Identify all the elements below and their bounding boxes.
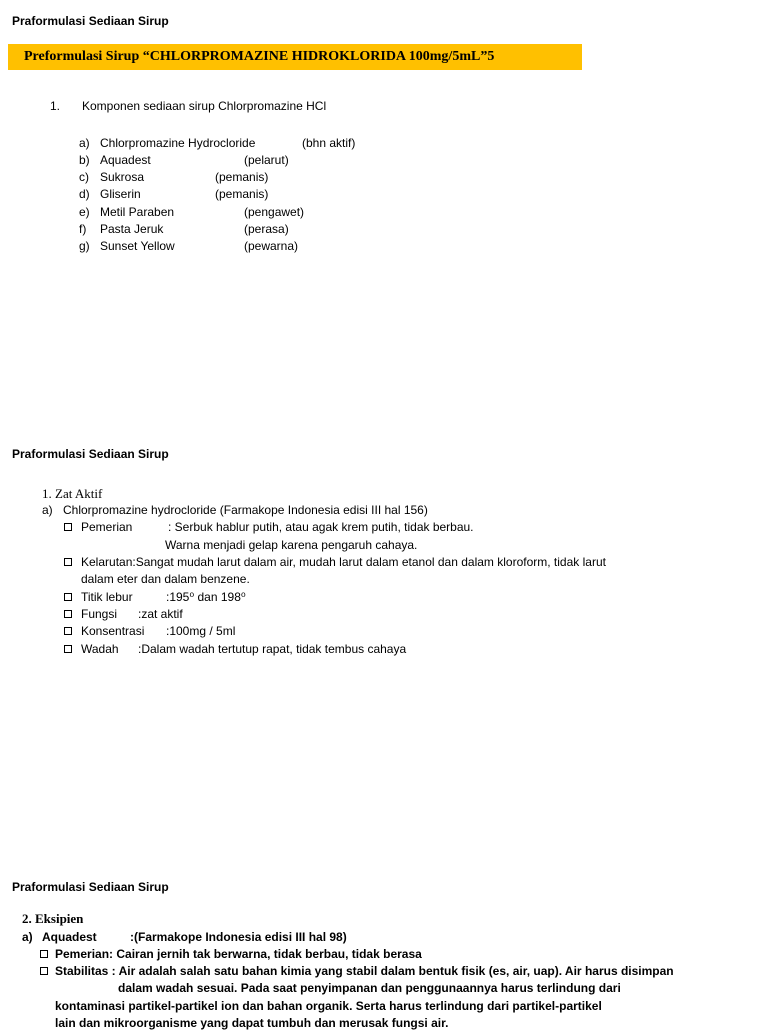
stabilitas-text: Stabilitas : Air adalah salah satu bahan kimia yang stabil dalam bentuk fisik (es, air, uap). Air harus disimpan	[55, 964, 674, 978]
list-item-letter: a)	[79, 136, 90, 150]
stabilitas-text-cont: lain dan mikroorganisme yang dapat tumbuh dan merusak fungsi air.	[55, 1016, 449, 1030]
list-item-name: Chlorpromazine Hydrocloride	[100, 136, 256, 150]
checkbox-bullet-icon	[64, 523, 72, 531]
list-item-letter: f)	[79, 222, 87, 236]
section-title: 2. Eksipien	[22, 911, 84, 926]
pemerian-text: : Serbuk hablur putih, atau agak krem putih, tidak berbau.	[168, 520, 474, 534]
titik-lebur-label: Titik lebur	[81, 590, 133, 604]
list-item-name: Aquadest	[100, 153, 151, 167]
checkbox-bullet-icon	[40, 967, 48, 975]
sub-name: Aquadest	[42, 930, 97, 944]
checkbox-bullet-icon	[40, 950, 48, 958]
title-banner	[8, 44, 582, 70]
checkbox-bullet-icon	[64, 610, 72, 618]
list-item-role: (pewarna)	[244, 239, 299, 253]
pemerian-label: Pemerian	[81, 520, 133, 534]
sub-letter: a)	[42, 503, 53, 517]
titik-lebur-value: :195⁰ dan 198⁰	[166, 590, 246, 604]
checkbox-bullet-icon	[64, 645, 72, 653]
kelarutan-text: Kelarutan:Sangat mudah larut dalam air, mudah larut dalam etanol dan dalam kloroform, tidak larut	[81, 555, 606, 569]
list-item-role: (pengawet)	[244, 205, 305, 219]
konsentrasi-value: :100mg / 5ml	[166, 624, 236, 638]
list-item-name: Metil Paraben	[100, 205, 175, 219]
list-item-letter: g)	[79, 239, 90, 253]
list-item-role: (pelarut)	[244, 153, 289, 167]
page-header: Praformulasi Sediaan Sirup	[12, 14, 169, 28]
page-header: Praformulasi Sediaan Sirup	[12, 447, 169, 461]
list-item-letter: c)	[79, 170, 89, 184]
list-item-letter: b)	[79, 153, 90, 167]
list-item-name: Gliserin	[100, 187, 141, 201]
checkbox-bullet-icon	[64, 558, 72, 566]
sub-letter: a)	[22, 930, 33, 944]
banner-title: Preformulasi Sirup “CHLORPROMAZINE HIDROKLORIDA 100mg/5mL”5	[24, 49, 495, 64]
konsentrasi-label: Konsentrasi	[81, 624, 145, 638]
sub-ref: :(Farmakope Indonesia edisi III hal 98)	[130, 930, 347, 944]
list-item-role: (perasa)	[244, 222, 289, 236]
list-item-name: Sunset Yellow	[100, 239, 175, 253]
section-number: 1.	[50, 99, 61, 113]
wadah-value: :Dalam wadah tertutup rapat, tidak tembus cahaya	[138, 642, 407, 656]
section-title: 1. Zat Aktif	[42, 486, 103, 501]
list-item-role: (pemanis)	[215, 170, 269, 184]
stabilitas-text-cont: kontaminasi partikel-partikel ion dan bahan organik. Serta harus terlindung dari partikel-partikel	[55, 999, 602, 1013]
pemerian-text: Pemerian: Cairan jernih tak berwarna, tidak berbau, tidak berasa	[55, 947, 422, 961]
stabilitas-text-cont: dalam wadah sesuai. Pada saat penyimpanan dan penggunaannya harus terlindung dari	[118, 981, 621, 995]
fungsi-label: Fungsi	[81, 607, 118, 621]
checkbox-bullet-icon	[64, 593, 72, 601]
list-item-name: Pasta Jeruk	[100, 222, 164, 236]
list-item-name: Sukrosa	[100, 170, 145, 184]
fungsi-value: :zat aktif	[138, 607, 183, 621]
sub-title: Chlorpromazine hydrocloride (Farmakope Indonesia edisi III hal 156)	[63, 503, 428, 517]
section-title: Komponen sediaan sirup Chlorpromazine HCl	[82, 99, 327, 113]
list-item-role: (bhn aktif)	[302, 136, 356, 150]
checkbox-bullet-icon	[64, 627, 72, 635]
list-item-letter: d)	[79, 187, 90, 201]
list-item-role: (pemanis)	[215, 187, 269, 201]
pemerian-text-cont: Warna menjadi gelap karena pengaruh cahaya.	[165, 538, 418, 552]
page-header: Praformulasi Sediaan Sirup	[12, 880, 169, 894]
list-item-letter: e)	[79, 205, 90, 219]
wadah-label: Wadah	[81, 642, 119, 656]
kelarutan-text-cont: dalam eter dan dalam benzene.	[81, 572, 250, 586]
